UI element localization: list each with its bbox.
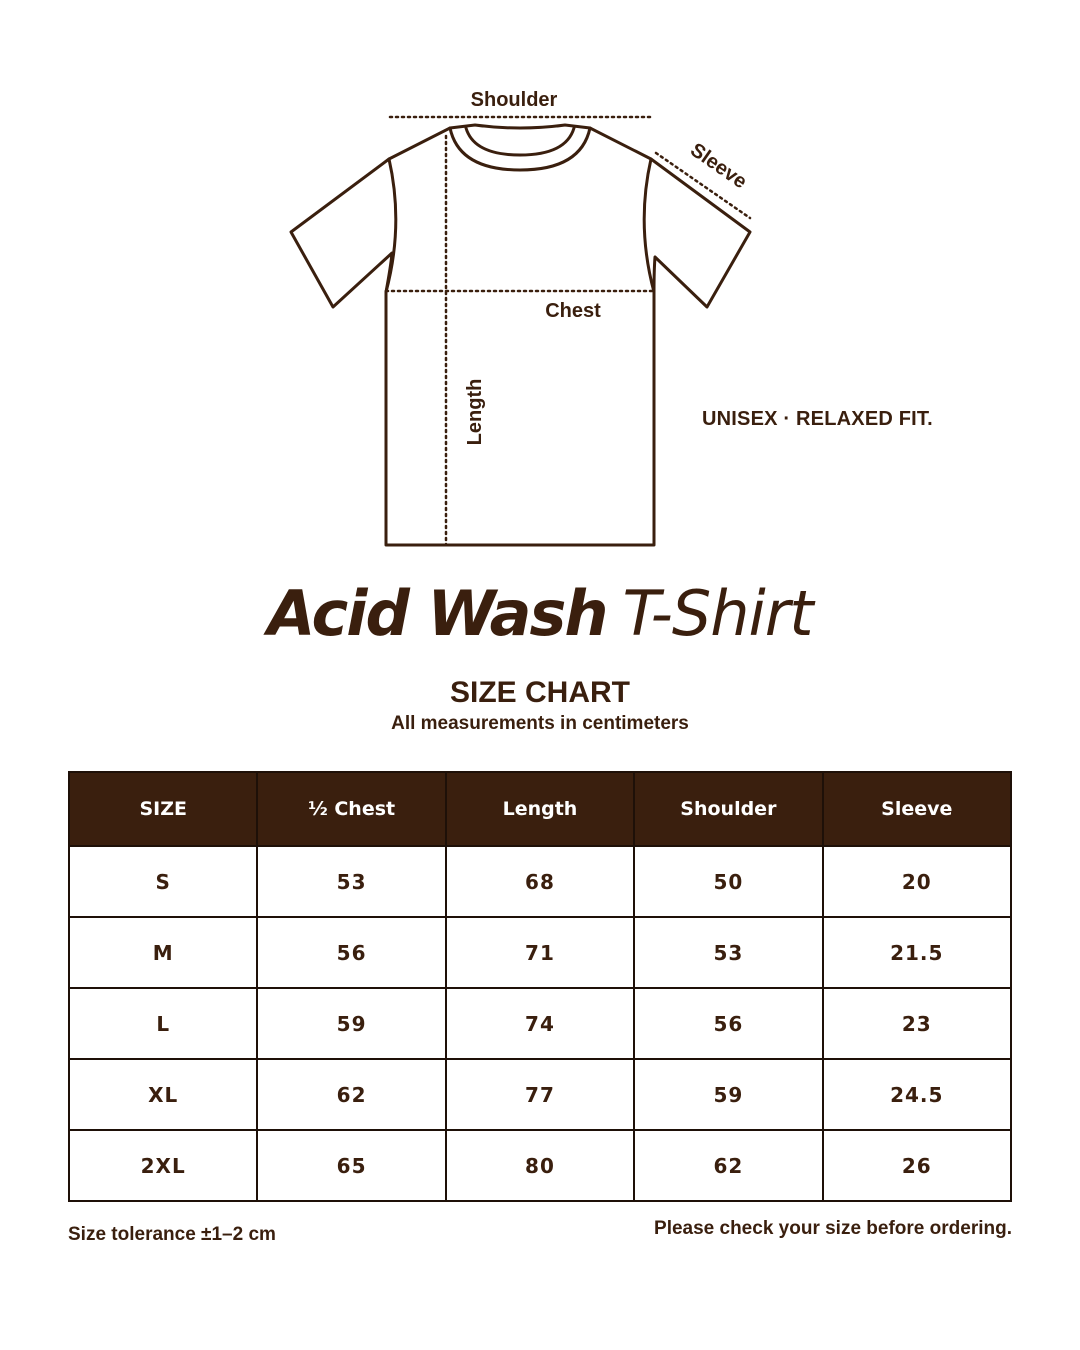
table-cell-size: M	[69, 917, 257, 988]
table-cell-shoulder: 53	[634, 917, 822, 988]
table-cell-shoulder: 50	[634, 846, 822, 917]
table-row	[69, 988, 1011, 1059]
table-cell-shoulder: 59	[634, 1059, 822, 1130]
table-cell-sleeve: 24.5	[823, 1059, 1011, 1130]
table-cell-half-chest: 65	[257, 1130, 445, 1201]
table-cell-size: XL	[69, 1059, 257, 1130]
table-cell-length: 74	[446, 988, 634, 1059]
length-label: Length	[464, 378, 486, 446]
table-cell-length: 71	[446, 917, 634, 988]
product-title	[0, 574, 1080, 671]
table-cell-length: 77	[446, 1059, 634, 1130]
tshirt-diagram	[0, 0, 1080, 570]
column-header-half-chest: ½ Chest	[257, 772, 445, 846]
size-chart-subtitle: All measurements in centimeters	[391, 713, 689, 734]
size-table	[68, 771, 1012, 1202]
tshirt-collar	[450, 128, 590, 170]
tshirt-collar-inner	[466, 128, 574, 155]
table-row	[69, 1130, 1011, 1201]
product-title-bold: Acid Wash	[267, 577, 607, 650]
column-header-shoulder: Shoulder	[634, 772, 822, 846]
column-header-sleeve: Sleeve	[823, 772, 1011, 846]
ordering-note: Please check your size before ordering.	[654, 1218, 1012, 1239]
table-cell-sleeve: 20	[823, 846, 1011, 917]
table-cell-shoulder: 56	[634, 988, 822, 1059]
table-row	[69, 917, 1011, 988]
table-cell-length: 68	[446, 846, 634, 917]
table-row	[69, 1059, 1011, 1130]
table-cell-half-chest: 56	[257, 917, 445, 988]
left-armhole	[386, 159, 396, 292]
table-cell-length: 80	[446, 1130, 634, 1201]
table-cell-half-chest: 53	[257, 846, 445, 917]
table-cell-half-chest: 62	[257, 1059, 445, 1130]
table-cell-sleeve: 21.5	[823, 917, 1011, 988]
column-header-length: Length	[446, 772, 634, 846]
right-armhole	[644, 159, 654, 292]
table-cell-sleeve: 26	[823, 1130, 1011, 1201]
shoulder-label: Shoulder	[470, 89, 558, 111]
table-row	[69, 846, 1011, 917]
table-cell-size: S	[69, 846, 257, 917]
sleeve-label: Sleeve	[686, 138, 751, 194]
table-cell-half-chest: 59	[257, 988, 445, 1059]
table-cell-size: 2XL	[69, 1130, 257, 1201]
product-title-light: T-Shirt	[622, 577, 813, 650]
chest-label: Chest	[545, 300, 601, 322]
column-header-size: SIZE	[69, 772, 257, 846]
table-header-row	[69, 772, 1011, 846]
table-cell-shoulder: 62	[634, 1130, 822, 1201]
size-chart-title: SIZE CHART	[450, 676, 630, 709]
tshirt-outline	[291, 125, 750, 545]
table-cell-sleeve: 23	[823, 988, 1011, 1059]
table-cell-size: L	[69, 988, 257, 1059]
fit-label: UNISEX · RELAXED FIT.	[702, 408, 933, 430]
size-tolerance-note: Size tolerance ±1–2 cm	[68, 1224, 276, 1245]
